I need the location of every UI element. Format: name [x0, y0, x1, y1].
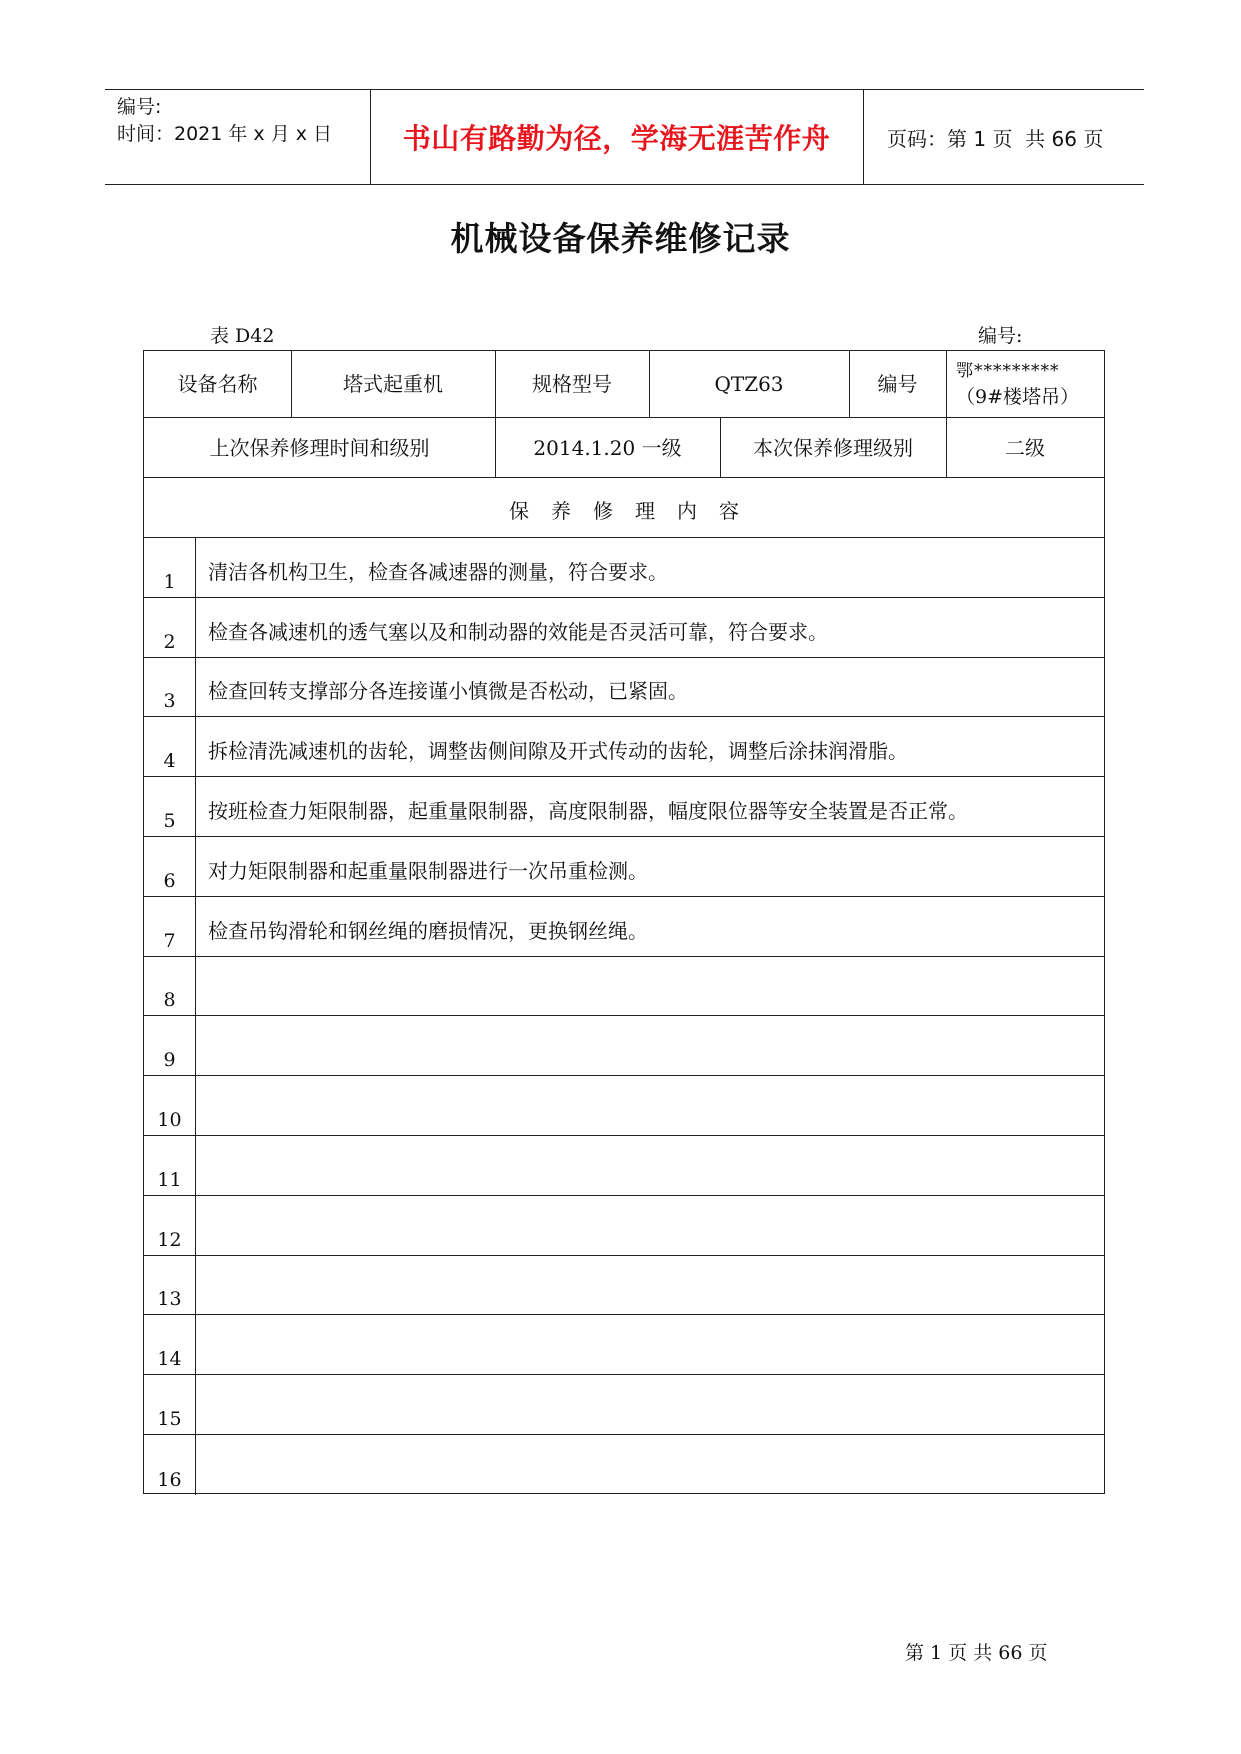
cell-divider	[195, 1076, 196, 1135]
cell-divider	[195, 717, 196, 776]
cell-divider	[195, 1016, 196, 1075]
item-number: 13	[157, 1288, 182, 1311]
cell-divider	[195, 1435, 196, 1495]
header-number-label: 编号:	[117, 96, 162, 118]
page-title: 机械设备保养维修记录	[450, 219, 791, 258]
content-header-row	[144, 478, 1104, 538]
item-number: 7	[163, 929, 176, 952]
cell-divider	[195, 1375, 196, 1434]
item-number: 11	[157, 1168, 182, 1191]
item-text: 检查各减速机的透气塞以及和制动器的效能是否灵活可靠，符合要求。	[208, 619, 828, 644]
form-number-label: 编号:	[978, 325, 1023, 347]
table-row	[144, 777, 1104, 837]
table-row	[144, 598, 1104, 658]
item-number: 3	[163, 690, 176, 713]
header-divider	[863, 90, 864, 184]
item-number: 8	[163, 989, 176, 1012]
item-number: 14	[157, 1348, 182, 1371]
cell-divider	[195, 957, 196, 1016]
model-value: QTZ63	[714, 372, 784, 396]
table-row	[144, 658, 1104, 718]
serial-label: 编号	[877, 372, 918, 396]
item-number: 15	[157, 1407, 182, 1430]
device-name-value: 塔式起重机	[343, 372, 443, 396]
table-row	[144, 897, 1104, 957]
header-meta	[117, 94, 367, 148]
maintenance-level-row	[144, 418, 1104, 478]
last-maintenance-label: 上次保养修理时间和级别	[209, 435, 430, 460]
model-label: 规格型号	[532, 372, 612, 396]
table-row	[144, 837, 1104, 897]
maintenance-record-table	[143, 350, 1105, 1494]
cell-divider	[195, 598, 196, 657]
form-code: 表 D42	[210, 325, 275, 347]
table-row	[144, 717, 1104, 777]
page-footer: 第 1 页 共 66 页	[905, 1642, 1048, 1664]
cell-divider	[195, 837, 196, 896]
table-row	[144, 1315, 1104, 1375]
item-number: 5	[163, 809, 176, 832]
table-row	[144, 1375, 1104, 1435]
item-number: 1	[163, 570, 176, 593]
table-row	[144, 1196, 1104, 1256]
item-number: 12	[157, 1228, 182, 1251]
table-row	[144, 1136, 1104, 1196]
last-maintenance-value: 2014.1.20 一级	[533, 435, 682, 460]
item-text: 清洁各机构卫生，检查各减速器的测量，符合要求。	[208, 559, 668, 584]
this-maintenance-label: 本次保养修理级别	[753, 435, 913, 460]
serial-value	[946, 351, 1104, 417]
cell-divider	[195, 777, 196, 836]
table-row	[144, 1435, 1104, 1495]
item-text: 检查回转支撑部分各连接谨小慎微是否松动，已紧固。	[208, 679, 688, 704]
header-page-code	[873, 90, 1157, 184]
serial-value-line1: 鄂*********	[956, 361, 1060, 381]
header-page-code-text: 页码：第 1 页 共 66 页	[887, 126, 1104, 151]
item-number: 4	[163, 750, 176, 773]
serial-value-line2: （9#楼塔吊）	[956, 386, 1080, 408]
table-row	[144, 1256, 1104, 1316]
cell-divider	[195, 897, 196, 956]
item-number: 10	[157, 1108, 182, 1131]
item-number: 16	[157, 1468, 182, 1491]
cell-divider	[195, 1256, 196, 1315]
this-maintenance-value: 二级	[1005, 435, 1045, 460]
table-row	[144, 1076, 1104, 1136]
item-text: 拆检清洗减速机的齿轮，调整齿侧间隙及开式传动的齿轮，调整后涂抹润滑脂。	[208, 739, 908, 764]
cell-divider	[195, 1136, 196, 1195]
cell-divider	[195, 1196, 196, 1255]
document-header	[105, 89, 1144, 185]
cell-divider	[195, 1315, 196, 1374]
table-row	[144, 957, 1104, 1017]
cell-divider	[195, 658, 196, 717]
header-motto: 书山有路勤为径，学海无涯苦作舟	[402, 122, 831, 155]
table-row	[144, 1016, 1104, 1076]
item-number: 2	[163, 630, 176, 653]
item-text: 检查吊钩滑轮和钢丝绳的磨损情况，更换钢丝绳。	[208, 918, 648, 943]
device-info-row	[144, 351, 1104, 418]
item-number: 6	[163, 869, 176, 892]
cell-divider	[195, 538, 196, 597]
device-name-label: 设备名称	[177, 372, 258, 396]
item-text: 对力矩限制器和起重量限制器进行一次吊重检测。	[208, 858, 648, 883]
header-time: 时间：2021 年 x 月 x 日	[117, 123, 333, 145]
table-row	[144, 538, 1104, 598]
content-header: 保养修理内容	[509, 498, 761, 523]
item-text: 按班检查力矩限制器，起重量限制器，高度限制器，幅度限位器等安全装置是否正常。	[208, 799, 968, 824]
item-number: 9	[163, 1049, 176, 1072]
